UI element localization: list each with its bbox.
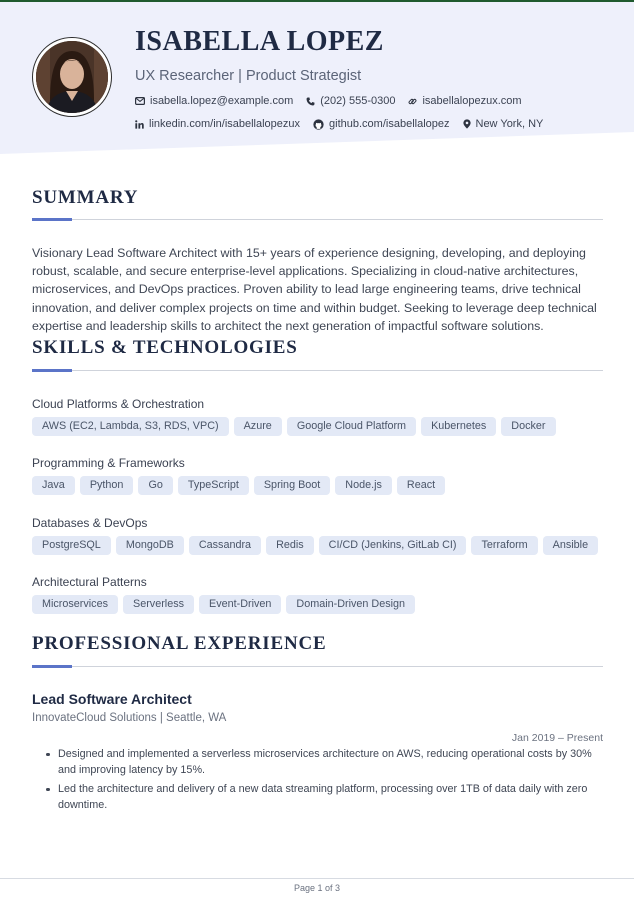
skill-chip: Domain-Driven Design <box>286 595 415 614</box>
profile-photo <box>33 38 111 116</box>
contact-github[interactable] <box>313 118 449 130</box>
contact-github-text: github.com/isabellalopez <box>329 118 450 130</box>
contact-linkedin[interactable] <box>135 118 300 130</box>
skill-chip: Azure <box>234 417 282 436</box>
skill-chip: Kubernetes <box>421 417 496 436</box>
skill-chip: Ansible <box>543 536 598 555</box>
contact-row-secondary <box>135 116 556 132</box>
skill-category-cloud: Cloud Platforms & Orchestration <box>32 397 205 411</box>
skill-chip: Google Cloud Platform <box>287 417 416 436</box>
skill-chip: MongoDB <box>116 536 184 555</box>
contact-website-text: isabellalopezux.com <box>422 95 522 107</box>
skill-category-programming: Programming & Frameworks <box>32 456 185 470</box>
skill-chip: Microservices <box>32 595 118 614</box>
skill-chip: Python <box>80 476 134 495</box>
skill-chip: PostgreSQL <box>32 536 111 555</box>
job-dates: Jan 2019 – Present <box>511 732 603 744</box>
skill-chip: Docker <box>501 417 555 436</box>
skill-chip: Cassandra <box>189 536 261 555</box>
job-title: Lead Software Architect <box>32 691 192 707</box>
contact-email[interactable] <box>135 95 293 107</box>
summary-accent-bar <box>32 218 72 221</box>
contact-row-primary <box>135 93 535 109</box>
skill-chip: React <box>397 476 445 495</box>
job-company: InnovateCloud Solutions | Seattle, WA <box>32 712 227 724</box>
candidate-name: ISABELLA LOPEZ <box>135 26 384 57</box>
linkedin-icon <box>135 120 144 129</box>
experience-accent-bar <box>32 665 72 668</box>
job-bullet: Led the architecture and delivery of a new data streaming platform, processing over 1TB of data daily with zero downtime. <box>44 781 604 813</box>
summary-paragraph: Visionary Lead Software Architect with 15+ years of experience designing, developing, and deploying robust, scalable, and secure enterprise-level applications. Specializing in cloud-native architectures, microservices, and DevOps practices. Proven ability to lead large engineering teams, drive technical innovation, and deliver complex projects on time and within budget. Seeking to leverage deep technical expertise and leadership skills to architect the next generation of impactful software solutions. <box>32 246 597 333</box>
contact-location-text: New York, NY <box>475 118 544 130</box>
github-icon <box>313 119 324 130</box>
skill-chips-architecture <box>32 595 420 614</box>
job-bullet: Designed and implemented a serverless microservices architecture on AWS, reducing operational costs by 30% and improving latency by 15%. <box>44 746 604 778</box>
skill-chip: CI/CD (Jenkins, GitLab CI) <box>319 536 467 555</box>
skill-chip: Go <box>138 476 172 495</box>
footer-divider <box>0 878 634 879</box>
map-pin-icon <box>463 119 471 129</box>
contact-location <box>463 118 544 130</box>
skill-category-databases: Databases & DevOps <box>32 516 148 530</box>
skill-chip: Node.js <box>335 476 392 495</box>
skill-chip: Java <box>32 476 75 495</box>
link-icon <box>408 97 417 106</box>
skill-chips-databases <box>32 536 603 555</box>
skill-chip: TypeScript <box>178 476 249 495</box>
skills-heading: SKILLS & TECHNOLOGIES <box>32 337 298 358</box>
contact-phone-text: (202) 555-0300 <box>320 95 396 107</box>
summary-heading: SUMMARY <box>32 187 139 208</box>
skill-chip: Spring Boot <box>254 476 330 495</box>
skill-chips-programming <box>32 476 450 495</box>
skill-chip: Redis <box>266 536 314 555</box>
skill-chips-cloud <box>32 417 561 436</box>
envelope-icon <box>135 97 145 105</box>
skill-category-architecture: Architectural Patterns <box>32 575 147 589</box>
job-bullets <box>44 746 604 816</box>
experience-heading: PROFESSIONAL EXPERIENCE <box>32 633 327 654</box>
contact-website[interactable] <box>408 95 521 107</box>
candidate-role: UX Researcher | Product Strategist <box>135 68 362 84</box>
skill-chip: AWS (EC2, Lambda, S3, RDS, VPC) <box>32 417 229 436</box>
skill-chip: Serverless <box>123 595 194 614</box>
contact-phone[interactable] <box>306 95 395 107</box>
skill-chip: Terraform <box>471 536 537 555</box>
experience-divider <box>32 666 603 667</box>
contact-linkedin-text: linkedin.com/in/isabellalopezux <box>149 118 301 130</box>
summary-divider <box>32 219 603 220</box>
skills-divider <box>32 370 603 371</box>
contact-email-text: isabella.lopez@example.com <box>150 95 294 107</box>
page-number: Page 1 of 3 <box>293 883 341 893</box>
skills-accent-bar <box>32 369 72 372</box>
skill-chip: Event-Driven <box>199 595 281 614</box>
phone-icon <box>306 97 315 106</box>
